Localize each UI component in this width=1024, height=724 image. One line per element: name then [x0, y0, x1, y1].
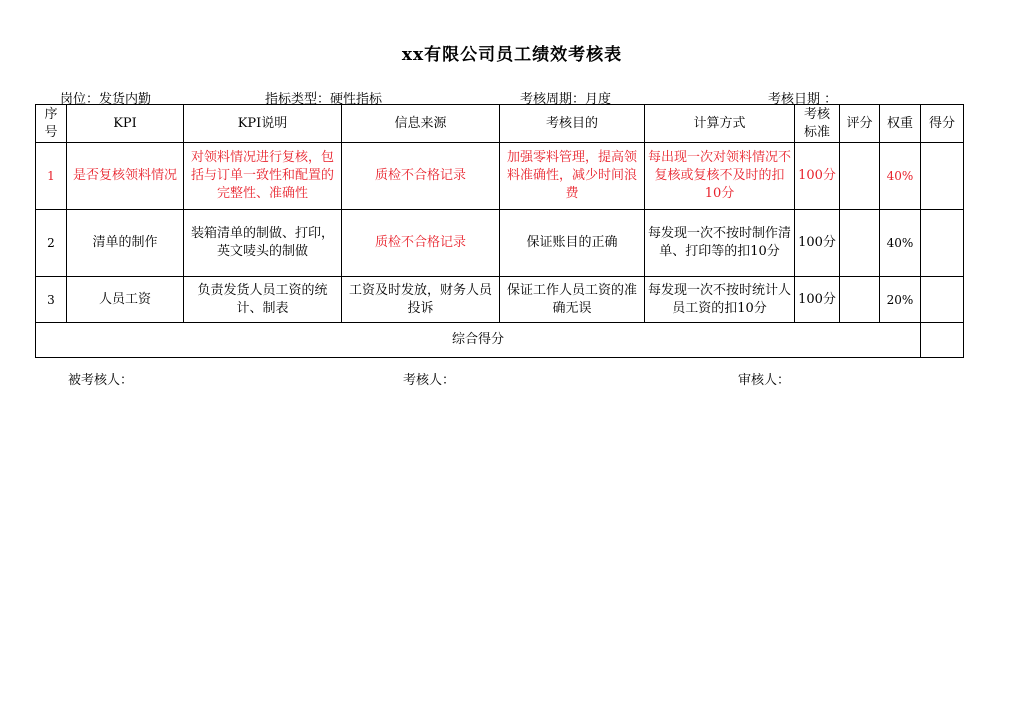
header-weight: 权重 — [880, 105, 921, 143]
row-source: 工资及时发放，财务人员投诉 — [342, 277, 500, 323]
row-kpi: 清单的制作 — [67, 210, 184, 277]
total-row — [36, 323, 964, 358]
meta-period: 考核周期：月度 — [520, 92, 612, 107]
row-kpi-desc: 负责发货人员工资的统计、制表 — [184, 277, 342, 323]
kpi-table — [35, 104, 964, 358]
row-kpi: 是否复核领料情况 — [67, 143, 184, 210]
meta-position: 岗位：发货内勤 — [60, 92, 152, 107]
table-row — [36, 210, 964, 277]
row-purpose: 保证账目的正确 — [500, 210, 645, 277]
row-standard: 100分 — [795, 210, 840, 277]
header-no: 序号 — [36, 105, 67, 143]
table-row — [36, 143, 964, 210]
row-purpose: 保证工作人员工资的准确无误 — [500, 277, 645, 323]
row-kpi: 人员工资 — [67, 277, 184, 323]
page-title: xx有限公司员工绩效考核表 — [401, 45, 623, 65]
row-purpose: 加强零料管理，提高领料准确性，减少时间浪费 — [500, 143, 645, 210]
header-purpose: 考核目的 — [500, 105, 645, 143]
row-points[interactable] — [921, 277, 964, 323]
header-points: 得分 — [921, 105, 964, 143]
row-calc: 每发现一次不按时制作清单、打印等的扣10分 — [645, 210, 795, 277]
header-calc: 计算方式 — [645, 105, 795, 143]
table-row — [36, 277, 964, 323]
appraisee-label: 被考核人： — [68, 373, 134, 388]
row-source: 质检不合格记录 — [342, 210, 500, 277]
row-standard: 100分 — [795, 277, 840, 323]
row-points[interactable] — [921, 210, 964, 277]
row-score[interactable] — [840, 210, 880, 277]
row-score[interactable] — [840, 143, 880, 210]
row-no: 2 — [36, 210, 67, 277]
row-calc: 每发现一次不按时统计人员工资的扣10分 — [645, 277, 795, 323]
row-calc: 每出现一次对领料情况不复核或复核不及时的扣10分 — [645, 143, 795, 210]
header-score: 评分 — [840, 105, 880, 143]
row-no: 3 — [36, 277, 67, 323]
row-weight: 40% — [880, 210, 921, 277]
reviewer-label: 审核人： — [738, 373, 791, 388]
row-score[interactable] — [840, 277, 880, 323]
meta-date: 考核日期 ： — [768, 92, 838, 107]
header-kpi: KPI — [67, 105, 184, 143]
row-no: 1 — [36, 143, 67, 210]
row-weight: 40% — [880, 143, 921, 210]
meta-indicator-type: 指标类型：硬性指标 — [265, 92, 383, 107]
header-kpi-desc: KPI说明 — [184, 105, 342, 143]
row-source: 质检不合格记录 — [342, 143, 500, 210]
row-kpi-desc: 对领料情况进行复核，包括与订单一致性和配置的完整性、准确性 — [184, 143, 342, 210]
header-row — [36, 105, 964, 143]
row-points[interactable] — [921, 143, 964, 210]
total-points[interactable] — [921, 323, 964, 358]
total-label: 综合得分 — [36, 323, 921, 358]
header-source: 信息来源 — [342, 105, 500, 143]
appraiser-label: 考核人： — [403, 373, 456, 388]
header-standard: 考核标准 — [795, 105, 840, 143]
row-weight: 20% — [880, 277, 921, 323]
row-kpi-desc: 装箱清单的制做、打印，英文唛头的制做 — [184, 210, 342, 277]
row-standard: 100分 — [795, 143, 840, 210]
